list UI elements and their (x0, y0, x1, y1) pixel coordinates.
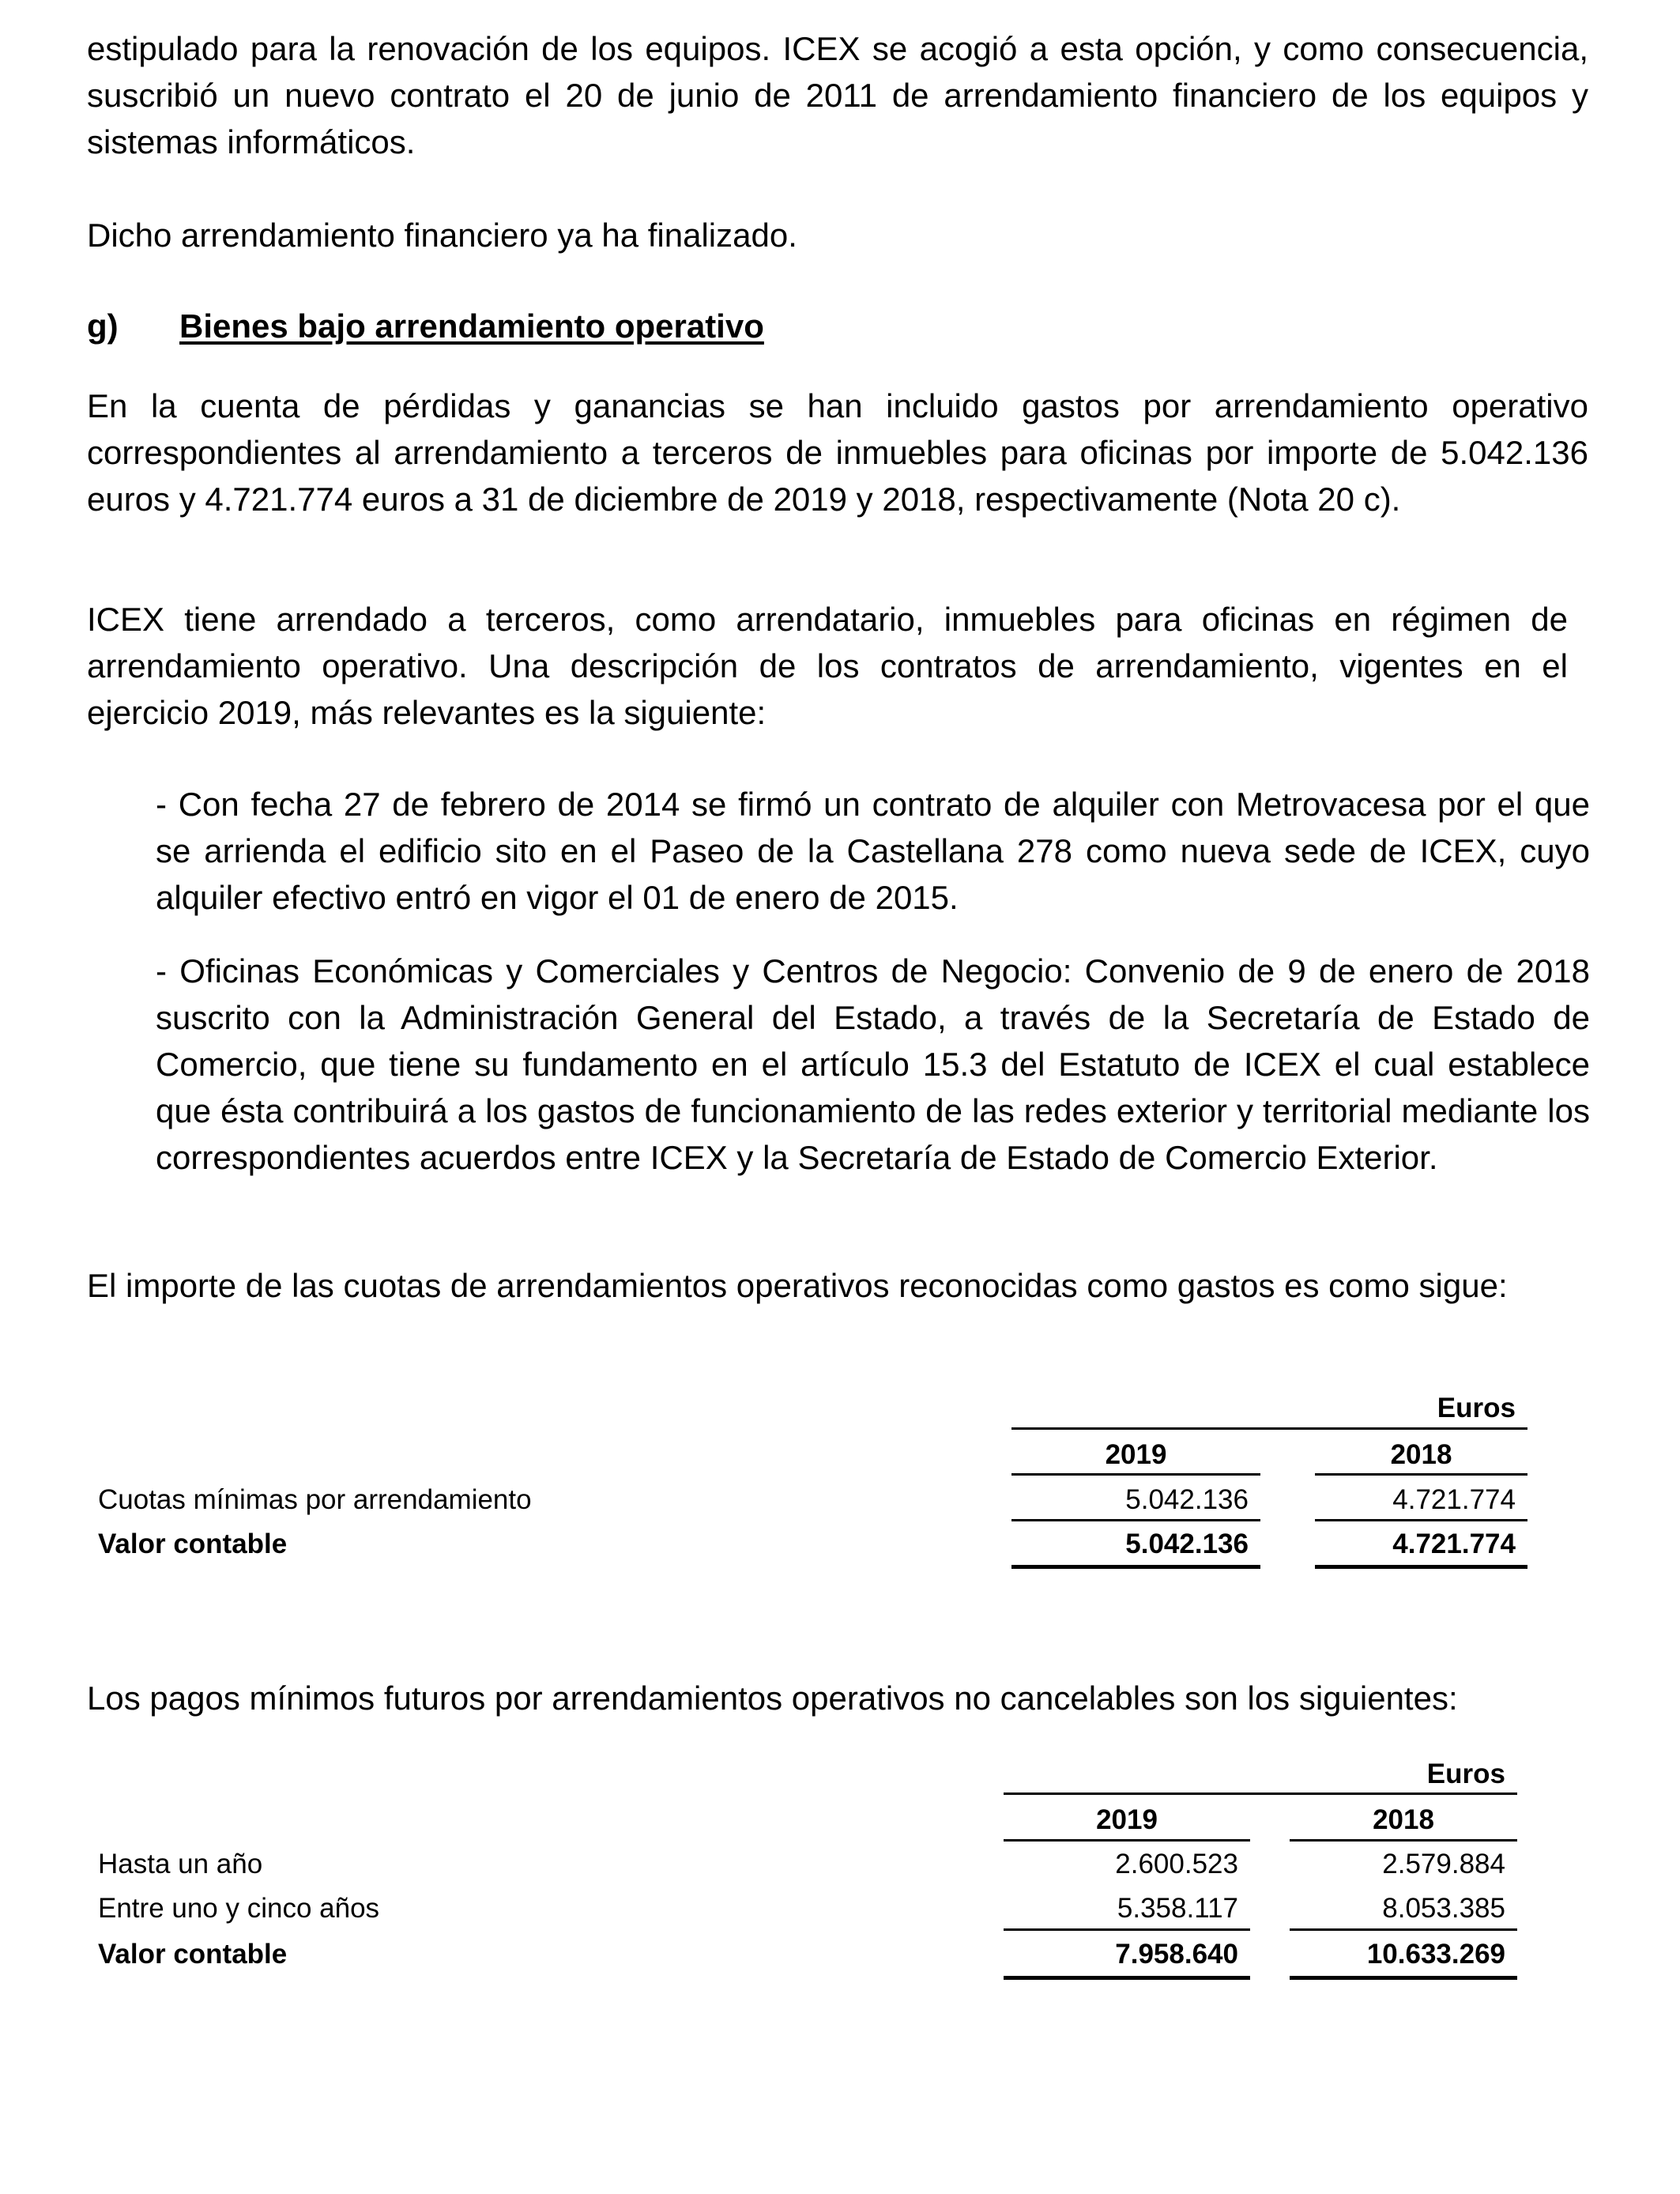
bullet-metrovacesa: - Con fecha 27 de febrero de 2014 se firmó un contrato de alquiler con Metrovacesa por el que se arrienda el edificio sito en el Paseo de la Castellana 278 como nueva sede de ICEX, cuyo alquiler efectivo entró en vigor el 01 de enero de 2015. (156, 786, 1590, 916)
table2-row1-value-2018: 2.579.884 (1382, 1849, 1505, 1879)
table2-col-2019: 2019 (1096, 1804, 1158, 1835)
table1-total-value-2019: 5.042.136 (1125, 1529, 1249, 1559)
paragraph-finalizado: Dicho arrendamiento financiero ya ha finalizado. (87, 217, 797, 254)
table2-row2-label: Entre uno y cinco años (98, 1893, 380, 1924)
table1-top-rule (1011, 1427, 1527, 1430)
section-title: Bienes bajo arrendamiento operativo (179, 307, 764, 345)
table2-col-2018: 2018 (1373, 1804, 1434, 1835)
table1-subtotal-rule-2019 (1011, 1519, 1260, 1521)
table2-row1-value-2019: 2.600.523 (1115, 1849, 1238, 1879)
table1-header-rule-2019 (1011, 1473, 1260, 1476)
table1-bottom-rule-2018 (1315, 1565, 1527, 1569)
table2-row1-label: Hasta un año (98, 1849, 263, 1879)
table1-total-label: Valor contable (98, 1529, 288, 1559)
paragraph-gastos-arrendamiento: En la cuenta de pérdidas y ganancias se han incluido gastos por arrendamiento operativo correspondientes al arrendamiento a terceros de inmuebles para oficinas por importe de 5.042.136 euros y 4.721.774 euros a 31 de diciembre de 2019 y 2018, respectivamente (Nota 20 c). (87, 387, 1588, 518)
table1-row-value-2018: 4.721.774 (1392, 1484, 1516, 1515)
table1-currency-header: Euros (1437, 1393, 1516, 1423)
table2-total-label: Valor contable (98, 1939, 288, 1970)
table2-bottom-rule-2018 (1290, 1976, 1517, 1980)
table2-total-value-2018: 10.633.269 (1366, 1939, 1505, 1970)
table2-header-rule-2019 (1004, 1839, 1250, 1842)
section-letter: g) (87, 307, 119, 345)
table1-col-2019: 2019 (1105, 1439, 1167, 1470)
table1-subtotal-rule-2018 (1315, 1519, 1527, 1521)
table2-row2-value-2018: 8.053.385 (1382, 1893, 1505, 1924)
paragraph-importe-cuotas: El importe de las cuotas de arrendamientos operativos reconocidas como gastos es como sigue: (87, 1267, 1508, 1304)
table1-col-2018: 2018 (1390, 1439, 1452, 1470)
paragraph-icex-arrendatario: ICEX tiene arrendado a terceros, como arrendatario, inmuebles para oficinas en régimen de arrendamiento operativo. Una descripción de los contratos de arrendamiento, vigentes en el ejercicio 2019, más relevantes es la siguiente: (87, 601, 1568, 731)
table2-header-rule-2018 (1290, 1839, 1517, 1842)
table2-total-value-2019: 7.958.640 (1115, 1939, 1238, 1970)
table1-row-value-2019: 5.042.136 (1125, 1484, 1249, 1515)
table2-top-rule (1004, 1793, 1517, 1795)
table2-subtotal-rule-2018 (1290, 1928, 1517, 1931)
table2-subtotal-rule-2019 (1004, 1928, 1250, 1931)
paragraph-pagos-minimos: Los pagos mínimos futuros por arrendamientos operativos no cancelables son los siguientes: (87, 1679, 1458, 1717)
table1-bottom-rule-2019 (1011, 1565, 1260, 1569)
table2-row2-value-2019: 5.358.117 (1117, 1893, 1238, 1924)
table1-header-rule-2018 (1315, 1473, 1527, 1476)
table1-total-value-2018: 4.721.774 (1392, 1529, 1516, 1559)
bullet-oficinas-economicas: - Oficinas Económicas y Comerciales y Centros de Negocio: Convenio de 9 de enero de 2018 suscrito con la Administración General del Estado, a través de la Secretaría de Estado de Comercio, que tiene su fundamento en el artículo 15.3 del Estatuto de ICEX el cual establece que ésta contribuirá a los gastos de funcionamiento de las redes exterior y territorial mediante los correspondientes acuerdos entre ICEX y la Secretaría de Estado de Comercio Exterior. (156, 952, 1590, 1176)
table2-bottom-rule-2019 (1004, 1976, 1250, 1980)
paragraph-renovacion: estipulado para la renovación de los equipos. ICEX se acogió a esta opción, y como consecuencia, suscribió un nuevo contrato el 20 de junio de 2011 de arrendamiento financiero de los equipos y sistemas informáticos. (87, 30, 1588, 160)
table1-row-label: Cuotas mínimas por arrendamiento (98, 1484, 532, 1515)
table2-currency-header: Euros (1426, 1759, 1505, 1789)
